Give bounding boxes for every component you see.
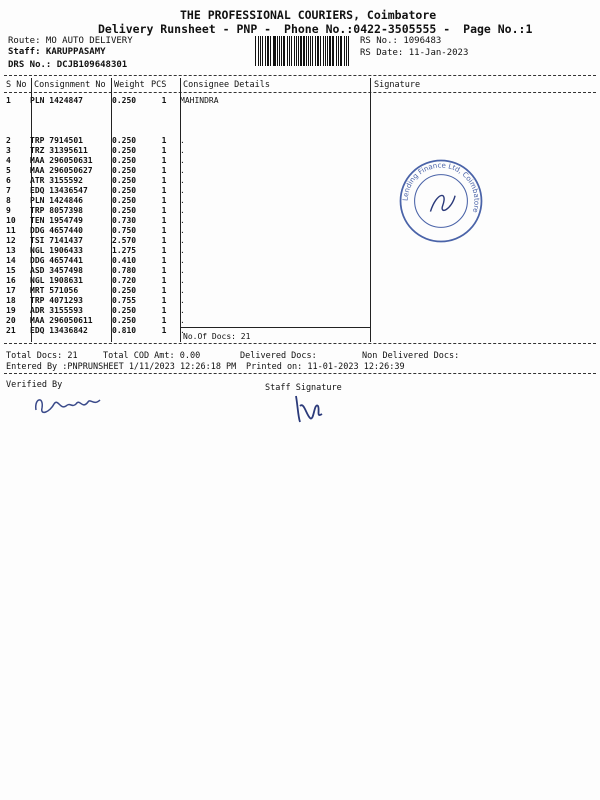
non-delivered-docs: Non Delivered Docs: <box>362 351 460 361</box>
row-weight: 0.730 <box>112 216 137 225</box>
row-consignment-no: NGL 1906433 <box>30 246 83 255</box>
staff-label: Staff: KARUPPASAMY <box>8 47 106 57</box>
row-consignment-no: DDG 4657441 <box>30 256 83 265</box>
row-weight: 0.250 <box>112 196 137 205</box>
row-weight: 0.750 <box>112 226 137 235</box>
barcode-bar <box>303 36 304 66</box>
row-weight: 0.250 <box>112 286 137 295</box>
table-row <box>4 246 370 256</box>
col-consignment: Consignment No <box>34 80 106 90</box>
barcode-bar <box>315 36 316 66</box>
row-pcs: 1 <box>161 196 167 205</box>
table-row <box>4 286 370 296</box>
row-sno: 21 <box>6 326 16 335</box>
row-consignment-no: NGL 1908631 <box>30 276 83 285</box>
row-consignment-no: ASD 3457498 <box>30 266 83 275</box>
table-row <box>4 156 370 166</box>
row-consignee: . <box>180 226 185 235</box>
route-label: Route: MO AUTO DELIVERY <box>8 36 133 46</box>
row-sno: 6 <box>6 176 11 185</box>
row-weight: 0.720 <box>112 276 137 285</box>
row-consignee: . <box>180 166 185 175</box>
row-sno: 7 <box>6 186 11 195</box>
row-weight: 0.250 <box>112 156 137 165</box>
row-pcs: 1 <box>161 296 167 305</box>
row-sno: 19 <box>6 306 16 315</box>
runsheet-heading <box>98 22 538 36</box>
barcode-bar <box>348 36 349 66</box>
barcode-bar <box>325 36 326 66</box>
row-consignment-no: ADR 3155593 <box>30 306 83 315</box>
row-consignee: . <box>180 176 185 185</box>
table-bottom-rule <box>4 343 596 344</box>
barcode-bar <box>338 36 339 66</box>
svg-text:Lending Finance Ltd, Coimbator: Lending Finance Ltd, Coimbatore <box>400 160 482 214</box>
barcode-bar <box>277 36 278 66</box>
barcode-bar <box>279 36 280 66</box>
phone-number: Phone No.:0422-3505555 - <box>284 22 451 36</box>
row-weight: 0.250 <box>112 206 137 215</box>
rs-number: RS No.: 1096483 <box>360 36 442 46</box>
row-pcs: 1 <box>161 146 167 155</box>
row-sno: 20 <box>6 316 16 325</box>
row-sno: 13 <box>6 246 16 255</box>
col-sno: S No <box>6 80 27 90</box>
barcode-bar <box>323 36 324 66</box>
table-row <box>4 306 370 316</box>
row-consignment-no: EDQ 13436547 <box>30 186 88 195</box>
total-docs: Total Docs: 21 <box>6 351 78 361</box>
barcode-bar <box>332 36 333 66</box>
row-consignee: . <box>180 146 185 155</box>
row-pcs: 1 <box>161 216 167 225</box>
col-consignee: Consignee Details <box>183 80 270 90</box>
row-consignee: . <box>180 246 185 255</box>
row-consignment-no: TRP 8057398 <box>30 206 83 215</box>
row-sno: 12 <box>6 236 16 245</box>
row-pcs: 1 <box>161 246 167 255</box>
row-sno: 5 <box>6 166 11 175</box>
header-rule <box>4 92 596 93</box>
barcode-bar <box>294 36 295 66</box>
table-row <box>4 196 370 206</box>
row-pcs: 1 <box>161 156 167 165</box>
row-sno: 17 <box>6 286 16 295</box>
barcode-bar <box>308 36 309 66</box>
row-weight: 0.250 <box>112 96 137 105</box>
row-pcs: 1 <box>161 316 167 325</box>
barcode-bar <box>258 36 259 66</box>
company-stamp <box>397 157 485 245</box>
barcode-bar <box>336 36 337 66</box>
verified-by-label: Verified By <box>6 380 63 390</box>
barcode-bar <box>265 36 266 66</box>
row-sno: 11 <box>6 226 16 235</box>
total-cod-amount: Total COD Amt: 0.00 <box>103 351 201 361</box>
barcode-bar <box>320 36 321 66</box>
row-consignee: . <box>180 266 185 275</box>
row-consignment-no: PLN 1424847 <box>30 96 83 105</box>
consignment-table <box>4 96 370 336</box>
row-pcs: 1 <box>161 226 167 235</box>
table-row <box>4 256 370 266</box>
barcode-bar <box>274 36 275 66</box>
barcode-bar <box>262 36 263 66</box>
row-sno: 18 <box>6 296 16 305</box>
barcode-bar <box>333 36 334 66</box>
table-row <box>4 226 370 236</box>
table-row <box>4 136 370 146</box>
row-sno: 4 <box>6 156 11 165</box>
table-row <box>4 176 370 186</box>
row-pcs: 1 <box>161 266 167 275</box>
barcode-bar <box>270 36 271 66</box>
row-weight: 0.250 <box>112 176 137 185</box>
barcode-bar <box>283 36 285 66</box>
barcode-bar <box>291 36 292 66</box>
row-consignment-no: TEN 1954749 <box>30 216 83 225</box>
row-consignment-no: EDQ 13436842 <box>30 326 88 335</box>
printed-on: Printed on: 11-01-2023 12:26:39 <box>246 362 405 372</box>
table-row <box>4 316 370 326</box>
row-consignee: . <box>180 256 185 265</box>
entered-by: Entered By :PNPRUNSHEET 1/11/2023 12:26:18 PM <box>6 362 237 372</box>
barcode-bar <box>306 36 307 66</box>
table-row <box>4 276 370 286</box>
row-consignee: . <box>180 296 185 305</box>
row-consignment-no: DDG 4657440 <box>30 226 83 235</box>
row-weight: 2.570 <box>112 236 137 245</box>
row-consignment-no: TRZ 31395611 <box>30 146 88 155</box>
drs-number: DRS No.: DCJB109648301 <box>8 60 128 70</box>
row-pcs: 1 <box>161 326 167 335</box>
row-weight: 0.250 <box>112 306 137 315</box>
row-weight: 0.250 <box>112 146 137 155</box>
row-sno: 1 <box>6 96 11 105</box>
row-weight: 0.250 <box>112 166 137 175</box>
col-signature: Signature <box>374 80 421 90</box>
barcode-bar <box>255 36 256 66</box>
row-sno: 8 <box>6 196 11 205</box>
delivered-docs: Delivered Docs: <box>240 351 317 361</box>
barcode-bar <box>310 36 311 66</box>
row-consignee: . <box>180 316 185 325</box>
row-consignee: . <box>180 136 185 145</box>
row-pcs: 1 <box>161 136 167 145</box>
row-consignee: . <box>180 306 185 315</box>
table-row <box>4 96 370 136</box>
row-pcs: 1 <box>161 96 167 105</box>
row-consignee: . <box>180 196 185 205</box>
barcode-bar <box>296 36 297 66</box>
row-consignee: . <box>180 186 185 195</box>
row-consignment-no: MAA 296050627 <box>30 166 93 175</box>
row-pcs: 1 <box>161 306 167 315</box>
barcode-bar <box>346 36 347 66</box>
row-consignee: MAHINDRA <box>180 96 219 105</box>
row-consignee: . <box>180 286 185 295</box>
row-consignment-no: TRP 4071293 <box>30 296 83 305</box>
col-pcs: PCS <box>151 80 167 90</box>
row-consignee: . <box>180 276 185 285</box>
barcode-bar <box>287 36 288 66</box>
row-consignee: . <box>180 326 185 335</box>
row-pcs: 1 <box>161 276 167 285</box>
row-pcs: 1 <box>161 166 167 175</box>
row-consignee: . <box>180 206 185 215</box>
table-row <box>4 166 370 176</box>
row-consignment-no: MRT 571056 <box>30 286 79 295</box>
row-consignment-no: TSI 7141437 <box>30 236 83 245</box>
barcode-bar <box>317 36 319 66</box>
barcode-bar <box>273 36 274 66</box>
table-row <box>4 216 370 226</box>
row-consignment-no: MAA 296050611 <box>30 316 93 325</box>
row-pcs: 1 <box>161 286 167 295</box>
barcode-bar <box>327 36 328 66</box>
no-of-docs: No.Of Docs: 21 <box>183 332 251 341</box>
barcode-bar <box>344 36 345 66</box>
row-consignee: . <box>180 236 185 245</box>
table-row <box>4 146 370 156</box>
verifier-signature <box>30 388 110 420</box>
row-weight: 1.275 <box>112 246 137 255</box>
barcode-bar <box>300 36 302 66</box>
staff-signature-label: Staff Signature <box>265 383 342 393</box>
row-pcs: 1 <box>161 206 167 215</box>
row-sno: 14 <box>6 256 16 265</box>
row-pcs: 1 <box>161 186 167 195</box>
col-weight: Weight <box>114 80 145 90</box>
footer-rule <box>4 373 596 374</box>
row-pcs: 1 <box>161 176 167 185</box>
row-weight: 0.810 <box>112 326 137 335</box>
row-sno: 16 <box>6 276 16 285</box>
row-consignment-no: PLN 1424846 <box>30 196 83 205</box>
row-sno: 3 <box>6 146 11 155</box>
row-sno: 2 <box>6 136 11 145</box>
table-row <box>4 296 370 306</box>
row-weight: 0.250 <box>112 316 137 325</box>
barcode-bar <box>281 36 282 66</box>
row-sno: 10 <box>6 216 16 225</box>
table-top-rule <box>4 75 596 76</box>
table-row <box>4 266 370 276</box>
row-weight: 0.410 <box>112 256 137 265</box>
row-weight: 0.250 <box>112 186 137 195</box>
company-title: THE PROFESSIONAL COURIERS, Coimbatore <box>180 8 437 22</box>
row-consignment-no: TRP 7914501 <box>30 136 83 145</box>
row-sno: 15 <box>6 266 16 275</box>
row-pcs: 1 <box>161 256 167 265</box>
barcode-bar <box>298 36 299 66</box>
barcode-bar <box>267 36 269 66</box>
table-row <box>4 206 370 216</box>
row-consignment-no: MAA 296050631 <box>30 156 93 165</box>
barcode <box>255 36 351 66</box>
barcode-bar <box>340 36 342 66</box>
barcode-bar <box>329 36 330 66</box>
row-weight: 0.250 <box>112 136 137 145</box>
barcode-bar <box>312 36 313 66</box>
row-weight: 0.755 <box>112 296 137 305</box>
barcode-bar <box>260 36 261 66</box>
row-consignee: . <box>180 156 185 165</box>
barcode-bar <box>289 36 290 66</box>
row-sno: 9 <box>6 206 11 215</box>
row-pcs: 1 <box>161 236 167 245</box>
col-divider <box>370 78 371 342</box>
table-row <box>4 236 370 246</box>
row-consignee: . <box>180 216 185 225</box>
staff-signature <box>290 392 326 426</box>
row-weight: 0.780 <box>112 266 137 275</box>
row-consignment-no: ATR 3155592 <box>30 176 83 185</box>
page-number: Page No.:1 <box>463 22 533 36</box>
doc-type: Delivery Runsheet - PNP - <box>98 22 272 36</box>
rs-date: RS Date: 11-Jan-2023 <box>360 48 469 58</box>
table-row <box>4 186 370 196</box>
